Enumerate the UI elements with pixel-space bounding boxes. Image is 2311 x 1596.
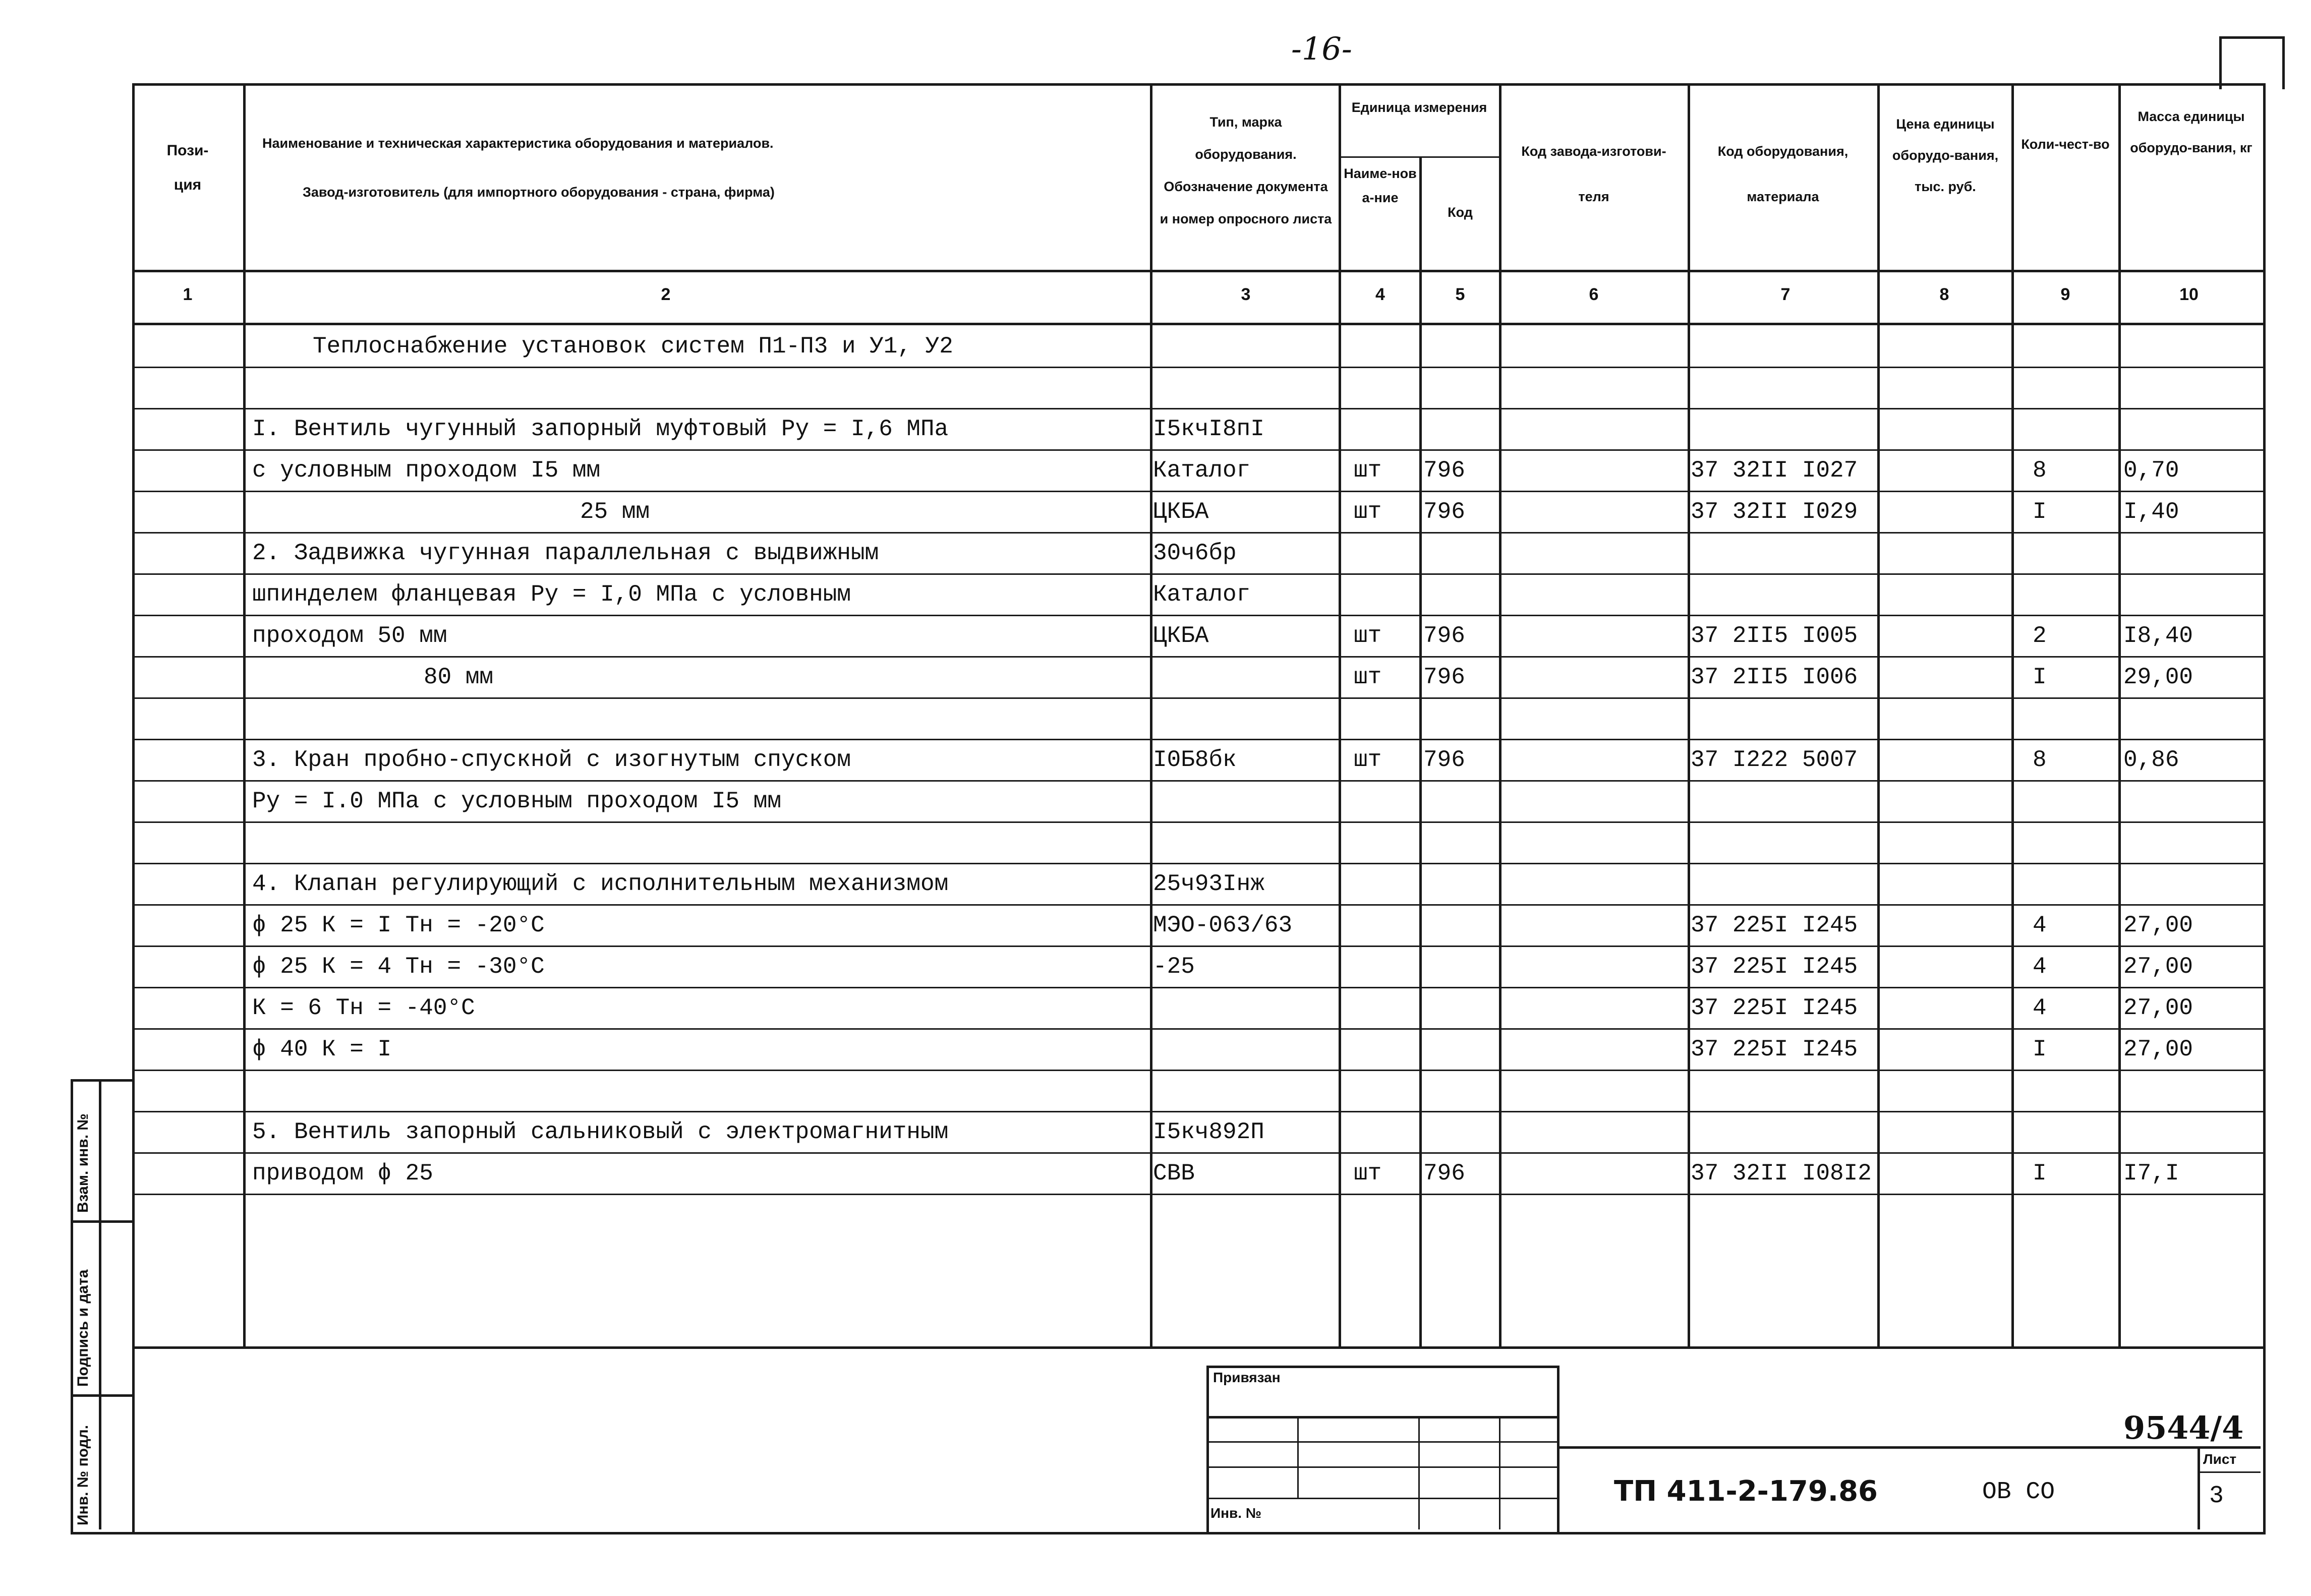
cell-type: Каталог xyxy=(1153,457,1251,484)
row-divider xyxy=(132,945,2263,947)
title-block-top xyxy=(1557,1446,2261,1449)
cell-name: 4. Клапан регулирующий с исполнительным механизмом xyxy=(252,871,949,897)
numbers-bottom-line xyxy=(132,323,2263,325)
header-mass: Масса единицы оборудо-вания, кг xyxy=(2130,109,2252,155)
row-divider xyxy=(132,615,2263,616)
document-code: ТП 411-2-179.86 xyxy=(1614,1475,1878,1508)
side-stamp-line-2 xyxy=(71,1394,132,1397)
header-unit-name: Наиме-нова-ние xyxy=(1344,166,1417,205)
page-number: -16- xyxy=(1291,30,1352,67)
col-num-7: 7 xyxy=(1780,285,1790,304)
cell-unit: шт xyxy=(1354,457,1382,484)
sheet-number: 3 xyxy=(2209,1483,2224,1510)
cell-equip-code: 37 225I I245 xyxy=(1691,954,1858,980)
cell-name: приводом ϕ 25 xyxy=(252,1160,433,1187)
cell-type: 25ч93Iнж xyxy=(1153,871,1264,897)
cell-code: 796 xyxy=(1423,457,1465,484)
row-divider xyxy=(132,656,2263,658)
cell-equip-code: 37 225I I245 xyxy=(1691,995,1858,1021)
cell-unit: шт xyxy=(1354,499,1382,525)
header-position: Пози- ция xyxy=(166,142,209,193)
cell-type: 30ч6бр xyxy=(1153,540,1237,566)
privyazan-line-2 xyxy=(1206,1441,1557,1443)
cell-mass: 27,00 xyxy=(2123,1036,2193,1062)
col-num-10: 10 xyxy=(2179,285,2199,304)
header-bottom-line xyxy=(132,270,2263,272)
cell-name: 25 мм xyxy=(580,499,650,525)
cell-equip-code: 37 I222 5007 xyxy=(1691,747,1858,773)
cell-type: СВВ xyxy=(1153,1160,1195,1187)
header-price: Цена единицы оборудо-вания, тыс. руб. xyxy=(1892,116,1999,194)
cell-mass: 27,00 xyxy=(2123,995,2193,1021)
cell-mass: I8,40 xyxy=(2123,623,2193,649)
cell-type: ЦКБА xyxy=(1153,499,1209,525)
row-divider xyxy=(132,1152,2263,1154)
cell-code: 796 xyxy=(1423,664,1465,690)
sheet-label: Лист xyxy=(2203,1451,2237,1467)
privyazan-vline-2 xyxy=(1418,1416,1420,1529)
cell-equip-code: 37 2II5 I006 xyxy=(1691,664,1858,690)
privyazan-vline-3 xyxy=(1499,1416,1500,1529)
cell-name: Теплоснабжение установок систем П1-П3 и У1, У2 xyxy=(313,333,953,360)
cell-qty: 8 xyxy=(2033,747,2047,773)
cell-unit: шт xyxy=(1354,664,1382,690)
row-divider xyxy=(132,1070,2263,1071)
cell-qty: 4 xyxy=(2033,912,2047,938)
cell-type: Каталог xyxy=(1153,581,1251,608)
privyazan-line-4 xyxy=(1206,1498,1557,1499)
cell-equip-code: 37 225I I245 xyxy=(1691,1036,1858,1062)
cell-mass: 0,86 xyxy=(2123,747,2179,773)
corner-box xyxy=(2219,36,2285,89)
col-num-9: 9 xyxy=(2060,285,2070,304)
col-divider-9 xyxy=(2118,83,2121,1346)
cell-equip-code: 37 32II I029 xyxy=(1691,499,1858,525)
col-divider-3 xyxy=(1339,83,1341,1346)
unit-group-divider xyxy=(1339,156,1499,158)
col-divider-4 xyxy=(1419,156,1422,1346)
document-suffix: ОВ СО xyxy=(1982,1479,2055,1506)
col-num-2: 2 xyxy=(661,285,671,304)
cell-type: I5кч892П xyxy=(1153,1119,1264,1145)
row-divider xyxy=(132,739,2263,740)
cell-equip-code: 37 225I I245 xyxy=(1691,912,1858,938)
col-divider-1 xyxy=(243,83,246,1346)
header-quantity: Коли-чест-во xyxy=(2021,137,2110,152)
privyazan-line-1 xyxy=(1206,1416,1557,1418)
cell-mass: 29,00 xyxy=(2123,664,2193,690)
cell-name: К = 6 Тн = -40°С xyxy=(252,995,475,1021)
side-stamp-line-1 xyxy=(71,1220,132,1223)
table-body-bottom xyxy=(132,1346,2263,1349)
header-maker-code: Код завода-изготови-теля xyxy=(1521,144,1666,204)
row-divider xyxy=(132,780,2263,782)
row-divider xyxy=(132,697,2263,699)
sheet-box-left xyxy=(2198,1446,2200,1529)
cell-type: МЭО-063/63 xyxy=(1153,912,1293,938)
cell-name: Ру = I.0 МПа с условным проходом I5 мм xyxy=(252,788,781,814)
cell-name: 3. Кран пробно-спускной с изогнутым спуском xyxy=(252,747,851,773)
cell-mass: 27,00 xyxy=(2123,954,2193,980)
cell-code: 796 xyxy=(1423,747,1465,773)
cell-qty: 4 xyxy=(2033,954,2047,980)
cell-qty: 8 xyxy=(2033,457,2047,484)
cell-qty: I xyxy=(2033,499,2047,525)
col-num-4: 4 xyxy=(1375,285,1385,304)
row-divider xyxy=(132,1111,2263,1112)
cell-code: 796 xyxy=(1423,499,1465,525)
cell-name: 5. Вентиль запорный сальниковый с электромагнитным xyxy=(252,1119,949,1145)
row-divider xyxy=(132,821,2263,823)
privyazan-label: Привязан xyxy=(1213,1370,1281,1385)
side-label-podpis: Подпись и дата xyxy=(75,1269,91,1387)
privyazan-vline-1 xyxy=(1297,1416,1299,1498)
sheet-box-divider xyxy=(2198,1471,2261,1473)
col-num-5: 5 xyxy=(1455,285,1465,304)
cell-name: 80 мм xyxy=(424,664,494,690)
header-name-line2: Завод-изготовитель (для импортного оборудования - страна, фирма) xyxy=(303,185,775,200)
side-label-inv-podl: Инв. № подл. xyxy=(75,1425,91,1525)
side-label-vzam: Взам. инв. № xyxy=(75,1113,91,1213)
row-divider xyxy=(132,408,2263,409)
row-divider xyxy=(132,863,2263,864)
col-divider-6 xyxy=(1688,83,1690,1346)
row-divider xyxy=(132,573,2263,575)
col-divider-2 xyxy=(1150,83,1152,1346)
row-divider xyxy=(132,1194,2263,1195)
row-divider xyxy=(132,904,2263,906)
header-name-line1: Наименование и техническая характеристика оборудования и материалов. xyxy=(262,136,774,151)
cell-qty: I xyxy=(2033,1160,2047,1187)
cell-type: ЦКБА xyxy=(1153,623,1209,649)
cell-equip-code: 37 2II5 I005 xyxy=(1691,623,1858,649)
cell-mass: I7,I xyxy=(2123,1160,2179,1187)
side-stamp-divider xyxy=(99,1079,101,1529)
inv-no-label: Инв. № xyxy=(1210,1505,1262,1521)
col-num-6: 6 xyxy=(1589,285,1599,304)
col-divider-8 xyxy=(2011,83,2014,1346)
privyazan-line-3 xyxy=(1206,1466,1557,1468)
archive-number: 9544/4 xyxy=(2123,1409,2244,1446)
cell-type: I5кчI8пI xyxy=(1153,416,1264,442)
cell-qty: 4 xyxy=(2033,995,2047,1021)
cell-code: 796 xyxy=(1423,1160,1465,1187)
cell-name: I. Вентиль чугунный запорный муфтовый Ру = I,6 МПа xyxy=(252,416,949,442)
cell-qty: 2 xyxy=(2033,623,2047,649)
cell-qty: I xyxy=(2033,664,2047,690)
cell-name: ϕ 40 К = I xyxy=(252,1036,392,1062)
header-unit-code: Код xyxy=(1448,205,1473,220)
col-num-1: 1 xyxy=(183,285,193,304)
cell-mass: I,40 xyxy=(2123,499,2179,525)
cell-unit: шт xyxy=(1354,1160,1382,1187)
row-divider xyxy=(132,1028,2263,1030)
cell-mass: 0,70 xyxy=(2123,457,2179,484)
col-num-8: 8 xyxy=(1939,285,1949,304)
cell-name: проходом 50 мм xyxy=(252,623,447,649)
cell-name: шпинделем фланцевая Ру = I,0 МПа с условным xyxy=(252,581,851,608)
cell-type: I0Б8бк xyxy=(1153,747,1237,773)
cell-unit: шт xyxy=(1354,747,1382,773)
cell-name: 2. Задвижка чугунная параллельная с выдвижным xyxy=(252,540,879,566)
cell-name: с условным проходом I5 мм xyxy=(252,457,601,484)
col-divider-5 xyxy=(1499,83,1501,1346)
row-divider xyxy=(132,367,2263,368)
cell-name: ϕ 25 К = I Тн = -20°С xyxy=(252,912,545,938)
cell-equip-code: 37 32II I027 xyxy=(1691,457,1858,484)
cell-code: 796 xyxy=(1423,623,1465,649)
cell-unit: шт xyxy=(1354,623,1382,649)
cell-equip-code: 37 32II I08I2 xyxy=(1691,1160,1872,1187)
col-divider-7 xyxy=(1877,83,1880,1346)
row-divider xyxy=(132,532,2263,534)
header-equip-code: Код оборудования, материала xyxy=(1717,144,1848,204)
cell-mass: 27,00 xyxy=(2123,912,2193,938)
row-divider xyxy=(132,449,2263,451)
header-type: Тип, марка оборудования. Обозначение документа и номер опросного листа xyxy=(1160,114,1332,226)
cell-qty: I xyxy=(2033,1036,2047,1062)
row-divider xyxy=(132,491,2263,492)
row-divider xyxy=(132,987,2263,988)
cell-type: -25 xyxy=(1153,954,1195,980)
cell-name: ϕ 25 К = 4 Тн = -30°С xyxy=(252,954,545,980)
col-num-3: 3 xyxy=(1241,285,1251,304)
header-unit-group: Единица измерения xyxy=(1351,100,1487,115)
